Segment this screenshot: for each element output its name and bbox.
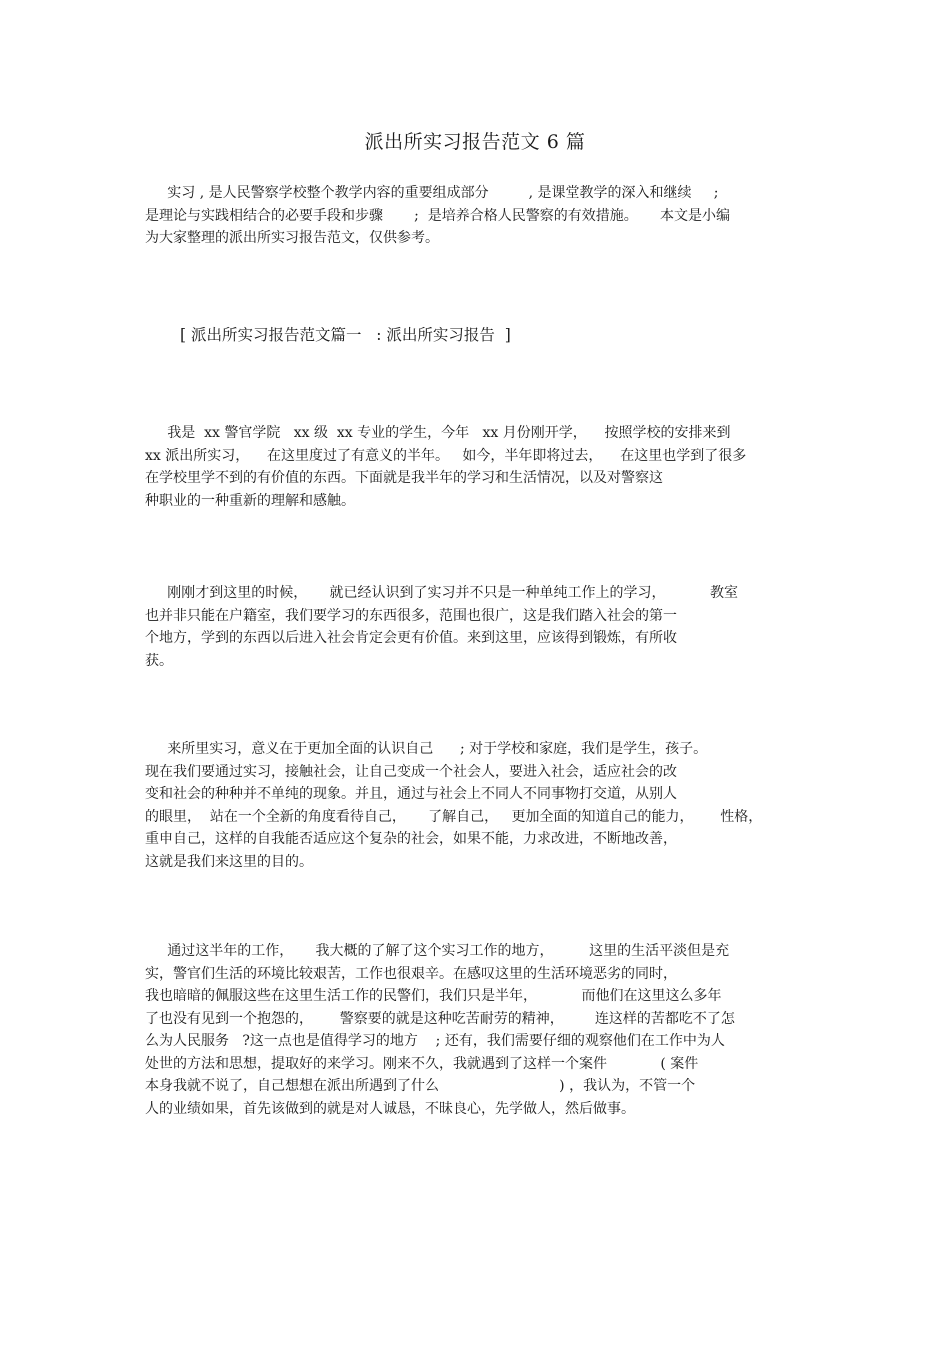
text-line: 通过这半年的工作， 我大概的了解了这个实习工作的地方， 这里的生活平淡但是充 <box>145 943 730 959</box>
text-line: 来所里实习，意义在于更加全面的认识自己 ; 对于学校和家庭，我们是学生，孩子。 <box>145 741 708 757</box>
text-line: 也并非只能在户籍室，我们要学习的东西很多，范围也很广，这是我们踏入社会的第一 <box>145 607 677 624</box>
text-line: 实习 , 是人民警察学校整个教学内容的重要组成部分 , 是课堂教学的深入和继续 ; <box>145 185 719 201</box>
body-paragraph <box>145 422 810 512</box>
text-line: 为大家整理的派出所实习报告范文，仅供参考。 <box>145 230 439 246</box>
text-line: 获。 <box>145 652 173 669</box>
text-line: 重申自己，这样的自我能否适应这个复杂的社会，如果不能，力求改进，不断地改善， <box>145 831 677 847</box>
text-line: 的眼里， 站在一个全新的角度看待自己， 了解自己， 更加全面的知道自己的能力， 性格， <box>145 808 763 825</box>
section-heading: [ 派出所实习报告范文篇一 : 派出所实习报告 ] <box>180 326 511 344</box>
text-line: 在学校里学不到的有价值的东西。下面就是我半年的学习和生活情况，以及对警察这 <box>145 470 663 486</box>
text-line: 实，警官们生活的环境比较艰苦，工作也很艰辛。在感叹这里的生活环境恶劣的同时， <box>145 965 677 982</box>
text-line: xx 派出所实习， 在这里度过了有意义的半年。 如今，半年即将过去， 在这里也学到了很多 <box>145 447 747 464</box>
text-line: 处世的方法和思想，提取好的来学习。刚来不久，我就遇到了这样一个案件 ( 案件 <box>145 1055 699 1072</box>
text-line: 刚刚才到这里的时候， 就已经认识到了实习并不只是一种单纯工作上的学习， 教室 <box>145 585 739 601</box>
text-line: 人的业绩如果，首先该做到的就是对人诚恳，不昧良心，先学做人，然后做事。 <box>145 1100 635 1117</box>
text-line: 是理论与实践相结合的必要手段和步骤 ; 是培养合格人民警察的有效措施。 本文是小编 <box>145 207 731 224</box>
document-title: 派出所实习报告范文 6 篇 <box>364 131 586 153</box>
body-paragraph <box>145 582 810 672</box>
text-line: 这就是我们来这里的目的。 <box>145 853 313 870</box>
text-line: 现在我们要通过实习，接触社会，让自己变成一个社会人，要进入社会，适应社会的改 <box>145 763 677 780</box>
text-line: 我是 xx 警官学院 xx 级 xx 专业的学生，今年 xx 月份刚开学， 按照学校的安排来到 <box>145 425 731 441</box>
text-line: 种职业的一种重新的理解和感触。 <box>145 492 355 509</box>
body-paragraph <box>145 738 810 873</box>
text-line: 本身我就不说了，自己想想在派出所遇到了什么 ) ，我认为，不管一个 <box>145 1078 696 1094</box>
text-line: 么为人民服务 ?这一点也是值得学习的地方 ; 还有，我们需要仔细的观察他们在工作中为人 <box>145 1033 725 1049</box>
text-line: 我也暗暗的佩服这些在这里生活工作的民警们，我们只是半年， 而他们在这里这么多年 <box>145 988 722 1004</box>
body-paragraph <box>145 940 810 1120</box>
text-line: 个地方，学到的东西以后进入社会肯定会更有价值。来到这里，应该得到锻炼，有所收 <box>145 630 677 646</box>
intro-paragraph <box>145 182 810 250</box>
text-line: 变和社会的种种并不单纯的现象。并且，通过与社会上不同人不同事物打交道，从别人 <box>145 786 677 802</box>
text-line: 了也没有见到一个抱怨的， 警察要的就是这种吃苦耐劳的精神， 连这样的苦都吃不了怎 <box>145 1010 735 1027</box>
